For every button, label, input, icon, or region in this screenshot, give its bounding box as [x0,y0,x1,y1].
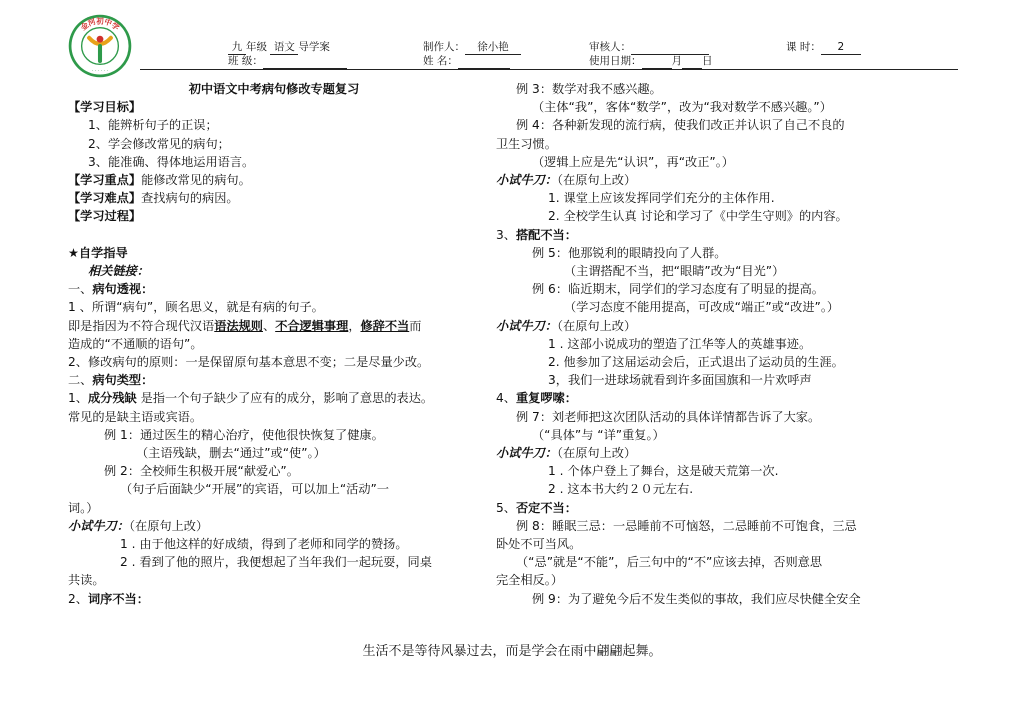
left-line [68,517,480,535]
maker-value: 徐小艳 [465,41,521,55]
text-segment: 不合逻辑事理 [275,318,349,333]
text-segment: （在原句上改） [556,318,637,333]
reviewer [589,41,709,55]
right-line: （“具体”与 “详”重复。） [532,427,665,442]
text-segment: （在原句上改） [128,518,209,533]
right-line [496,444,916,462]
left-line: 共读。 [68,573,105,588]
text-segment: 搭配不当： [515,227,577,242]
right-line: 3，我们一进球场就看到许多面国旗和一片欢呼声 [548,373,812,388]
subject-label: 导学案 [298,41,330,53]
name-field [423,55,510,69]
day-label: 日 [702,55,713,67]
right-line [496,226,916,244]
right-line: 例 5：他那锐利的眼睛投向了人群。 [532,245,727,260]
right-line: 例 3：数学对我不感兴趣。 [516,82,662,96]
reviewer-label: 审核人： [589,41,631,53]
text-segment: 即是指因为不符合现代汉语 [68,318,215,333]
month-label: 月 [671,55,682,67]
text-segment: 能修改常见的病句。 [141,173,251,188]
header-divider [140,69,958,70]
right-line: 2. 全校学生认真 讨论和学习了《中学生守则》的内容。 [548,209,848,224]
left-line: 【学习目标】 [68,100,142,115]
right-line [496,317,916,335]
text-segment: 小试牛刀： [496,446,557,461]
name-label: 姓 名： [423,55,458,67]
text-segment: 小试牛刀： [496,173,557,188]
text-segment: 病句类型： [92,373,154,388]
left-column [68,80,480,608]
text-segment: 小试牛刀： [496,318,557,333]
right-line: （学习态度不能用提高，可改成“端正”或“改进”。） [564,300,840,315]
name-blank[interactable] [458,55,510,69]
text-segment: 是指一个句子缺少了应有的成分，影响了意思的表达。 [136,391,434,406]
left-line: 相关链接： [88,264,149,279]
text-segment: 重复啰嗦： [515,391,577,406]
left-line: 例 1：通过医生的精心治疗，使他很快恢复了健康。 [104,427,384,442]
text-segment: 小试牛刀： [68,518,129,533]
text-segment: （在原句上改） [556,173,637,188]
left-line: 词。） [68,500,99,515]
text-segment: 修辞不当 [360,318,410,333]
left-line: 1 . 由于他这样的好成绩，得到了老师和同学的赞扬。 [120,537,408,552]
class-field [228,55,347,69]
right-line: 例 4：各种新发现的流行病，使我们改正并认识了自己不良的 [516,118,845,133]
right-line: 1 . 个体户登上了舞台，这是破天荒第一次. [548,464,779,479]
text-segment: 【学习难点】 [68,191,142,206]
left-line [68,317,480,335]
right-line: 例 6：临近期末，同学们的学习态度有了明显的提高。 [532,282,824,297]
right-line: 2 . 这本书大约２０元左右. [548,482,694,497]
left-line: 例 2：全校师生积极开展“献爱心”。 [104,464,299,479]
left-line [68,389,480,407]
grade-subject [228,41,330,55]
use-date-label: 使用日期： [589,55,642,67]
left-line [68,280,480,298]
subject-value: 语文 [270,41,298,55]
right-line: （“忌”就是“不能”，后三句中的“不”应该去掉，否则意思 [516,555,823,570]
text-segment: 语法规则 [214,318,263,333]
left-line: （句子后面缺少“开展”的宾语，可以加上“活动”一 [120,482,390,497]
right-line: 完全相反。） [496,573,564,588]
right-line: 例 8：睡眠三忌：一忌睡前不可恼怒，二忌睡前不可饱食，三忌 [516,518,857,533]
period-value: 2 [821,41,861,55]
left-line: 2 . 看到了他的照片，我便想起了当年我们一起玩耍，同桌 [120,555,432,570]
text-segment: 【学习重点】 [68,173,142,188]
reviewer-blank[interactable] [631,41,709,55]
right-line: 卫生习惯。 [496,136,557,151]
text-segment: 、 [263,318,276,333]
left-line: 3、能准确、得体地运用语言。 [88,154,255,169]
text-segment: 二、 [68,373,93,388]
left-line: 1 、所谓“病句”，顾名思义，就是有病的句子。 [68,300,324,315]
logo-text: 金河初中学 [78,16,122,33]
grade-label: 年级 [246,41,267,53]
right-line: （逻辑上应是先“认识”，再“改正”。） [532,154,734,169]
right-line: 卧处不可当风。 [496,537,582,552]
text-segment: 否定不当： [515,500,577,515]
text-segment: 词序不当： [87,591,149,606]
right-line: 例 7：刘老师把这次团队活动的具体详情都告诉了大家。 [516,409,821,424]
school-logo [66,12,134,80]
text-segment: 3、 [496,227,516,242]
right-line: （主体“我”，客体“数学”，改为“我对数学不感兴趣。”） [532,100,832,115]
period-label: 课 时： [786,41,821,53]
right-line: 1 . 这部小说成功的塑造了江华等人的英雄事迹。 [548,336,812,351]
maker-label: 制作人： [423,41,465,53]
text-segment: 4、 [496,391,516,406]
left-line: ★自学指导 [68,245,128,260]
text-segment: 病句透视： [92,282,154,297]
class-blank[interactable] [263,55,347,69]
text-segment: 成分残缺 [87,391,137,406]
left-line: 常见的是缺主语或宾语。 [68,409,203,424]
left-line: 1、能辨析句子的正误； [88,118,218,133]
left-line [68,226,480,244]
right-line [496,389,916,407]
right-line [496,499,916,517]
left-line: 【学习过程】 [68,209,142,224]
text-segment: 查找病句的病因。 [141,191,239,206]
text-segment: （在原句上改） [556,446,637,461]
text-segment: 而 [409,318,422,333]
text-segment: 一、 [68,282,93,297]
left-line [68,189,480,207]
month-blank[interactable] [642,55,672,69]
right-line: 例 9：为了避免今后不发生类似的事故，我们应尽快健全安全 [532,591,861,606]
day-blank[interactable] [682,55,702,69]
text-segment: 1、 [68,391,88,406]
left-line: 初中语文中考病句修改专题复习 [188,82,360,96]
footer-quote: 生活不是等待风暴过去，而是学会在雨中翩翩起舞。 [362,644,662,659]
left-line: 2、学会修改常见的病句； [88,136,230,151]
right-line: 2. 他参加了这届运动会后，正式退出了运动员的生涯。 [548,355,844,370]
class-label: 班 级： [228,55,263,67]
left-line: （主语残缺，删去“通过”或“使”。） [136,446,326,461]
right-line: （主谓搭配不当，把“眼睛”改为“目光”） [564,264,785,279]
text-segment: 2、 [68,591,88,606]
use-date-field [589,55,713,69]
left-line [68,590,480,608]
left-line [68,171,480,189]
right-column [496,80,916,608]
text-segment: 5、 [496,500,516,515]
left-line [68,371,480,389]
period [786,41,861,55]
left-line: 2、修改病句的原则：一是保留原句基本意思不变；二是尽量少改。 [68,355,430,370]
left-line: 造成的“不通顺的语句”。 [68,336,203,351]
grade-value: 九 [228,41,246,55]
maker [423,41,521,55]
text-segment: ， [348,318,361,333]
svg-text:· · · · · ·: · · · · · · [91,68,109,74]
right-line [496,171,916,189]
right-line: 1. 课堂上应该发挥同学们充分的主体作用. [548,191,775,206]
